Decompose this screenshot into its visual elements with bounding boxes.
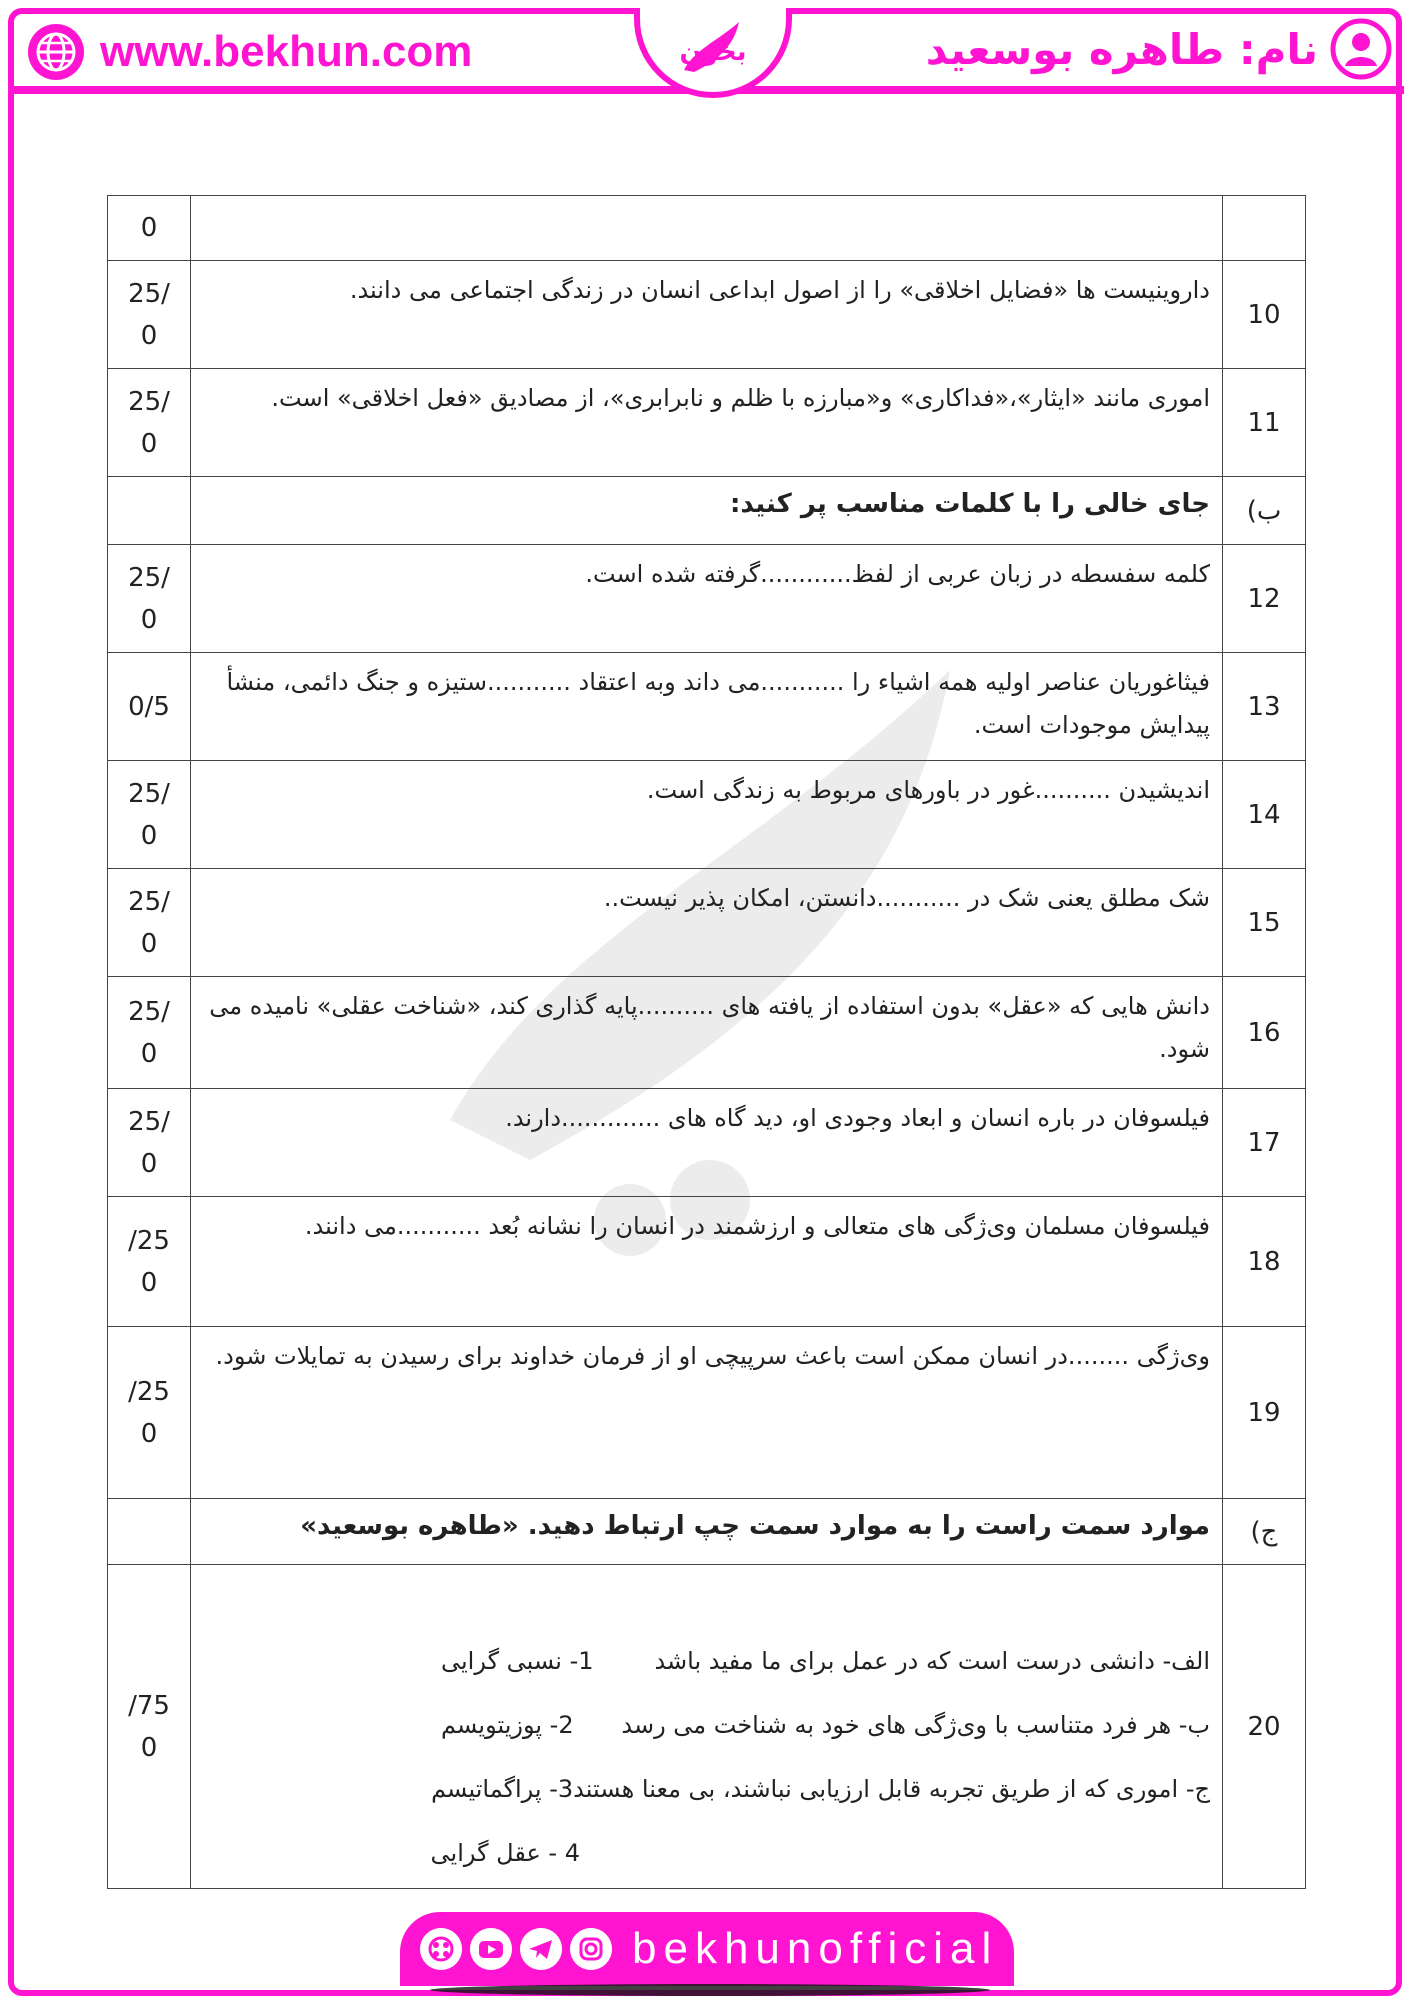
- question-row: [108, 261, 1306, 369]
- question-number: 10: [1223, 261, 1306, 369]
- telegram-icon[interactable]: [520, 1928, 562, 1970]
- section-heading: موارد سمت راست را به موارد سمت چپ ارتباط دهید. «طاهره بوسعید»: [191, 1499, 1223, 1565]
- score-cell: /25 0: [108, 1197, 191, 1327]
- matching-option: 4 - عقل گرایی: [430, 1839, 580, 1867]
- question-number: 15: [1223, 869, 1306, 977]
- question-text: شک مطلق یعنی شک در ...........دانستن، امکان پذیر نیست..: [191, 869, 1223, 977]
- question-text: اندیشیدن ..........غور در باورهای مربوط به زندگی است.: [191, 761, 1223, 869]
- section-row: [108, 477, 1306, 545]
- globe-icon: [26, 22, 86, 82]
- youtube-icon[interactable]: [470, 1928, 512, 1970]
- question-text: فیلسوفان در باره انسان و ابعاد وجودی او، دید گاه های .............دارند.: [191, 1089, 1223, 1197]
- matching-statement: ج- اموری که از طریق تجربه قابل ارزیابی نباشند، بی معنا هستند: [573, 1775, 1210, 1803]
- question-text: [191, 196, 1223, 261]
- question-text: داروینیست ها «فضایل اخلاقی» را از اصول ابداعی انسان در زندگی اجتماعی می دانند.: [191, 261, 1223, 369]
- website-text: www.bekhun.com: [100, 27, 473, 76]
- question-text: فیلسوفان مسلمان وی‌ژگی های متعالی و ارزشمند در انسان را نشانه بُعد ...........می دانند.: [191, 1197, 1223, 1327]
- score-cell: [108, 1499, 191, 1565]
- question-number: [1223, 196, 1306, 261]
- question-text: اموری مانند «ایثار»،«فداکاری» و«مبارزه با ظلم و نابرابری»، از مصادیق «فعل اخلاقی» است.: [191, 369, 1223, 477]
- question-number: 13: [1223, 653, 1306, 761]
- question-row: [108, 869, 1306, 977]
- website-link[interactable]: [26, 22, 472, 82]
- aparat-icon[interactable]: [420, 1928, 462, 1970]
- question-text: کلمه سفسطه در زبان عربی از لفظ............گرفته شده است.: [191, 545, 1223, 653]
- instagram-icon[interactable]: [570, 1928, 612, 1970]
- score-cell: 25/ 0: [108, 545, 191, 653]
- question-number: 12: [1223, 545, 1306, 653]
- score-cell: /75 0: [108, 1565, 191, 1889]
- question-number: 20: [1223, 1565, 1306, 1889]
- question-row: [108, 1089, 1306, 1197]
- score-cell: 25/ 0: [108, 1089, 191, 1197]
- score-cell: 25/ 0: [108, 869, 191, 977]
- question-row: [108, 369, 1306, 477]
- score-cell: 0/5: [108, 653, 191, 761]
- student-name: [926, 18, 1392, 80]
- question-row: [108, 545, 1306, 653]
- question-number: 11: [1223, 369, 1306, 477]
- name-label: نام: طاهره بوسعید: [925, 24, 1318, 74]
- question-number: 17: [1223, 1089, 1306, 1197]
- matching-statement: الف- دانشی درست است که در عمل برای ما مفید باشد: [654, 1647, 1210, 1675]
- question-number: 19: [1223, 1327, 1306, 1499]
- question-number: ب): [1223, 477, 1306, 545]
- matching-statement: ب- هر فرد متناسب با وی‌ژگی های خود به شناخت می رسد: [621, 1711, 1210, 1739]
- question-number: 18: [1223, 1197, 1306, 1327]
- question-row: [108, 1327, 1306, 1499]
- exam-table: [107, 195, 1306, 1889]
- question-row: [108, 977, 1306, 1089]
- section-row: [108, 1499, 1306, 1565]
- score-cell: [108, 477, 191, 545]
- bekhun-logo: [664, 10, 762, 88]
- score-cell: 25/ 0: [108, 761, 191, 869]
- score-cell: 25/ 0: [108, 977, 191, 1089]
- footer-shadow: [430, 1984, 990, 1996]
- matching-option: 2- پوزیتویسم: [441, 1711, 574, 1739]
- question-text: دانش هایی که «عقل» بدون استفاده از یافته های ..........پایه گذاری کند، «شناخت عقلی» نامیده می شود.: [191, 977, 1223, 1089]
- question-number: 14: [1223, 761, 1306, 869]
- score-cell: 0: [108, 196, 191, 261]
- question-number: ج): [1223, 1499, 1306, 1565]
- matching-row: [108, 1565, 1306, 1889]
- matching-option: 3- پراگماتیسم: [431, 1775, 574, 1803]
- score-cell: /25 0: [108, 1327, 191, 1499]
- question-row: [108, 653, 1306, 761]
- svg-text:بخون: بخون: [679, 37, 747, 67]
- question-row: [108, 1197, 1306, 1327]
- social-handle[interactable]: bekhunofficial: [632, 1924, 999, 1973]
- question-text: وی‌ژگی ........در انسان ممکن است باعث سرپیچی او از فرمان خداوند برای رسیدن به تمایلات شود.: [191, 1327, 1223, 1499]
- score-cell: 25/ 0: [108, 369, 191, 477]
- question-row: [108, 761, 1306, 869]
- section-heading: جای خالی را با کلمات مناسب پر کنید:: [191, 477, 1223, 545]
- matching-content: [191, 1565, 1223, 1889]
- question-row: [108, 196, 1306, 261]
- social-footer: [400, 1912, 1014, 1986]
- question-number: 16: [1223, 977, 1306, 1089]
- score-cell: 25/ 0: [108, 261, 191, 369]
- matching-option: 1- نسبی گرایی: [441, 1647, 594, 1675]
- user-icon: [1330, 18, 1392, 80]
- question-text: فیثاغوریان عناصر اولیه همه اشیاء را ...........می داند وبه اعتقاد ...........ستیزه و جنگ دائمی، منشأ پیدایش موجودات است.: [191, 653, 1223, 761]
